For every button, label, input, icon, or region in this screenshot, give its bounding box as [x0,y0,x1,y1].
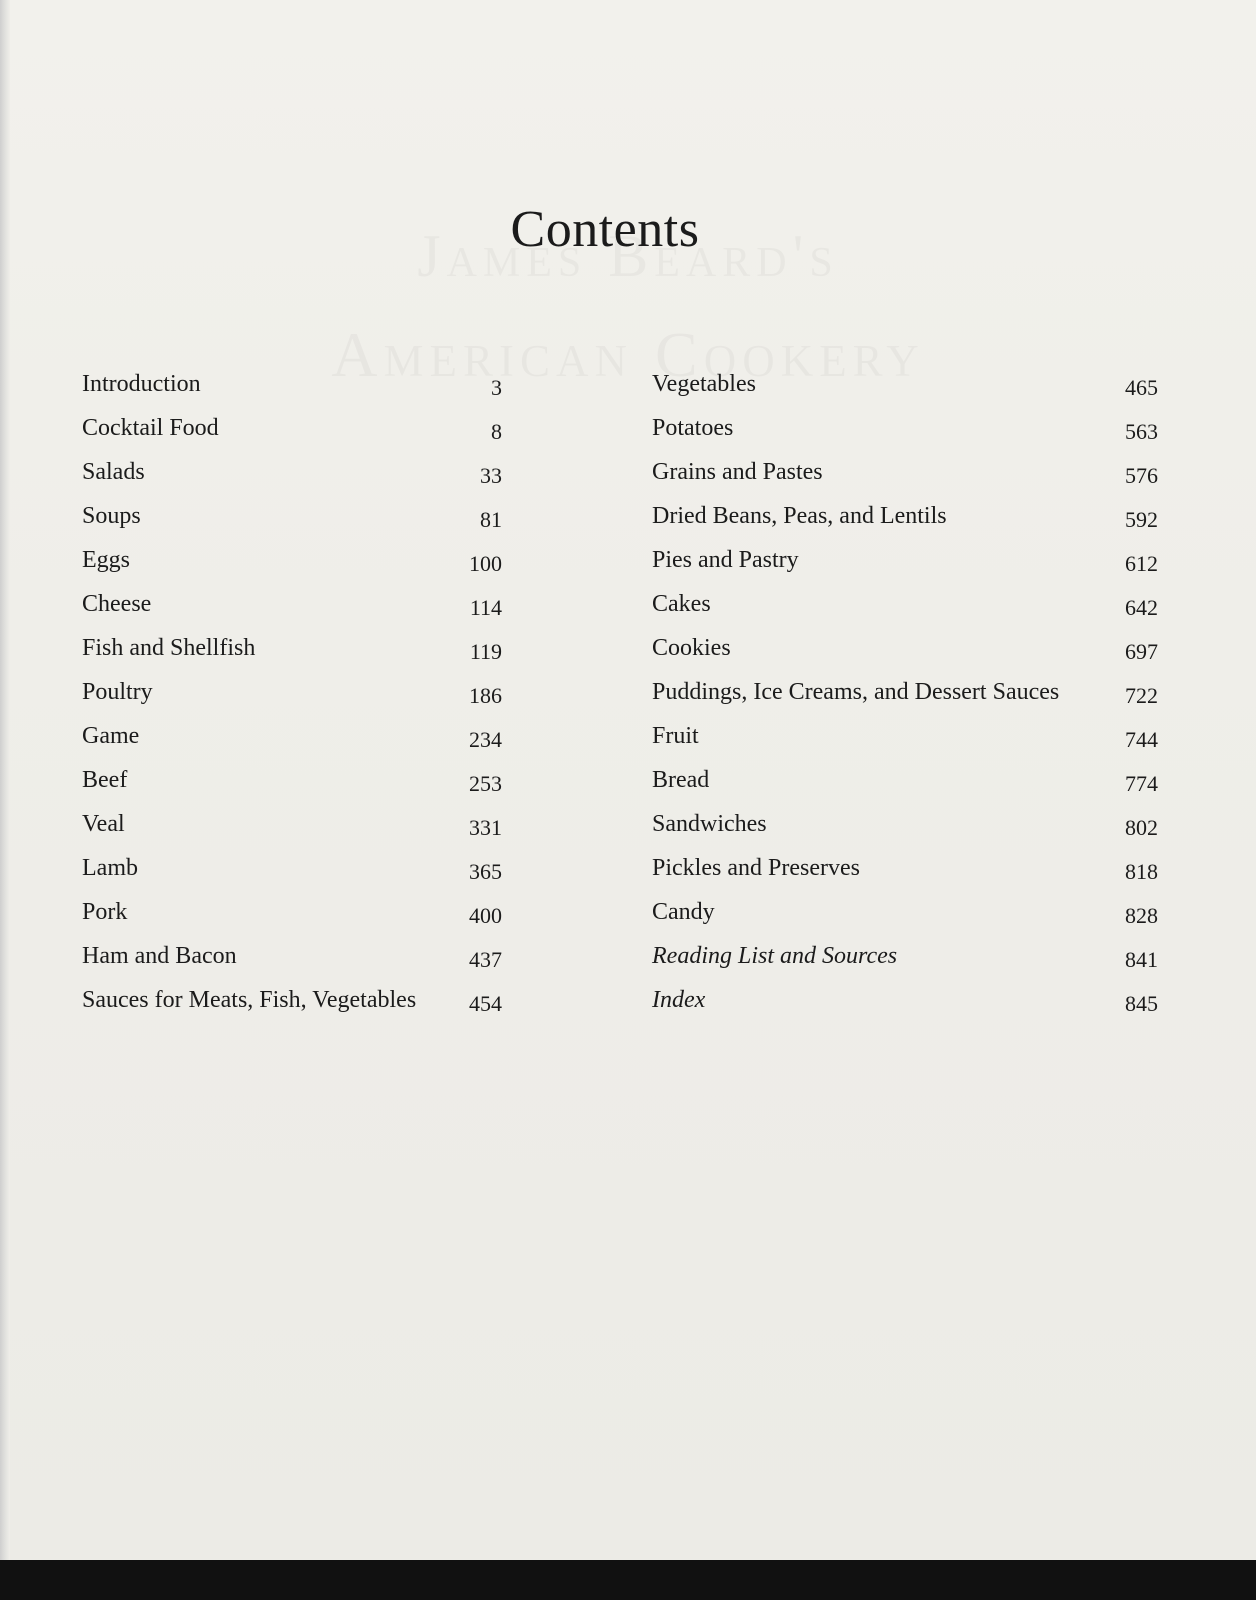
toc-entry-page-number: 592 [1125,507,1158,532]
toc-entry-page-number: 81 [480,507,502,532]
toc-entry-label: Reading List and Sources [652,943,898,969]
toc-entry-page-number: 845 [1125,991,1158,1016]
toc-entry-page-number: 253 [469,771,502,796]
toc-entry [82,802,502,846]
toc-entry-page-number: 828 [1125,903,1158,928]
toc-entry-label: Vegetables [652,371,756,397]
toc-entry-label: Ham and Bacon [82,943,237,969]
toc-entry-page-number: 100 [469,551,502,576]
toc-entry-page-number: 774 [1125,771,1158,796]
toc-entry-page-number: 563 [1125,419,1158,444]
toc-entry-page-number: 818 [1125,859,1158,884]
toc-entry [652,802,1158,846]
toc-entry-label: Sandwiches [652,811,767,837]
toc-entry-page-number: 465 [1125,375,1158,400]
toc-entry-label: Game [82,723,140,749]
toc-entry [82,890,502,934]
toc-entry-label: Cookies [652,635,731,661]
contents-left-column [82,362,502,1022]
toc-entry-label: Cocktail Food [82,415,219,441]
toc-entry-label: Lamb [82,855,138,881]
toc-entry-label: Candy [652,899,715,925]
toc-entry-page-number: 33 [480,463,502,488]
toc-entry-label: Beef [82,767,128,793]
toc-entry [652,406,1158,450]
toc-entry [652,450,1158,494]
toc-entry-page-number: 454 [469,991,502,1016]
toc-entry-label: Soups [82,503,141,529]
toc-entry-label: Cakes [652,591,711,617]
toc-entry-page-number: 576 [1125,463,1158,488]
toc-entry-label: Grains and Pastes [652,459,823,485]
toc-entry-page-number: 841 [1125,947,1158,972]
toc-entry [82,582,502,626]
page-title: Contents [510,201,700,258]
toc-entry-label: Eggs [82,547,130,573]
toc-entry-label: Pickles and Preserves [652,855,860,881]
toc-entry-page-number: 437 [469,947,502,972]
toc-entry [652,758,1158,802]
toc-entry-page-number: 744 [1125,727,1158,752]
toc-entry-page-number: 186 [469,683,502,708]
toc-entry [82,450,502,494]
toc-entry-label: Fish and Shellfish [82,635,256,661]
toc-entry [652,890,1158,934]
toc-entry [652,714,1158,758]
toc-entry-label: Potatoes [652,415,734,441]
toc-entry-label: Puddings, Ice Creams, and Dessert Sauces [652,679,1060,705]
toc-entry [652,934,1158,978]
toc-entry-page-number: 400 [469,903,502,928]
toc-entry-page-number: 114 [469,595,502,620]
toc-entry-label: Pork [82,899,128,925]
toc-entry-page-number: 365 [469,859,502,884]
toc-entry [82,670,502,714]
toc-entry-label: Poultry [82,679,153,705]
toc-entry-page-number: 722 [1125,683,1158,708]
toc-entry-label: Veal [82,811,125,837]
toc-entry-page-number: 612 [1125,551,1158,576]
toc-entry-page-number: 802 [1125,815,1158,840]
toc-entry [652,538,1158,582]
toc-entry-label: Index [652,987,706,1013]
toc-entry [82,758,502,802]
toc-entry [82,714,502,758]
toc-entry [82,978,502,1022]
toc-entry-label: Pies and Pastry [652,547,799,573]
toc-entry-page-number: 3 [491,375,502,400]
toc-entry [652,846,1158,890]
toc-entry-label: Dried Beans, Peas, and Lentils [652,503,947,529]
toc-entry-label: Cheese [82,591,152,617]
toc-entry [652,494,1158,538]
toc-entry-page-number: 642 [1125,595,1158,620]
toc-entry [652,626,1158,670]
toc-entry [652,978,1158,1022]
toc-entry [82,362,502,406]
toc-entry-page-number: 234 [469,727,502,752]
toc-entry [652,670,1158,714]
toc-entry [82,538,502,582]
toc-entry-page-number: 697 [1125,639,1158,664]
toc-entry-page-number: 331 [469,815,502,840]
toc-entry-label: Sauces for Meats, Fish, Vegetables [82,987,417,1013]
contents-right-column [652,362,1158,1022]
toc-entry [82,846,502,890]
toc-entry [652,582,1158,626]
toc-entry [652,362,1158,406]
toc-entry [82,934,502,978]
toc-entry-label: Fruit [652,723,699,749]
background-surface [0,1560,1256,1600]
toc-entry [82,494,502,538]
toc-entry [82,626,502,670]
toc-entry-label: Bread [652,767,710,793]
toc-entry-page-number: 119 [469,639,502,664]
toc-entry-label: Introduction [82,371,201,397]
toc-entry-page-number: 8 [491,419,502,444]
toc-entry [82,406,502,450]
toc-entry-label: Salads [82,459,145,485]
